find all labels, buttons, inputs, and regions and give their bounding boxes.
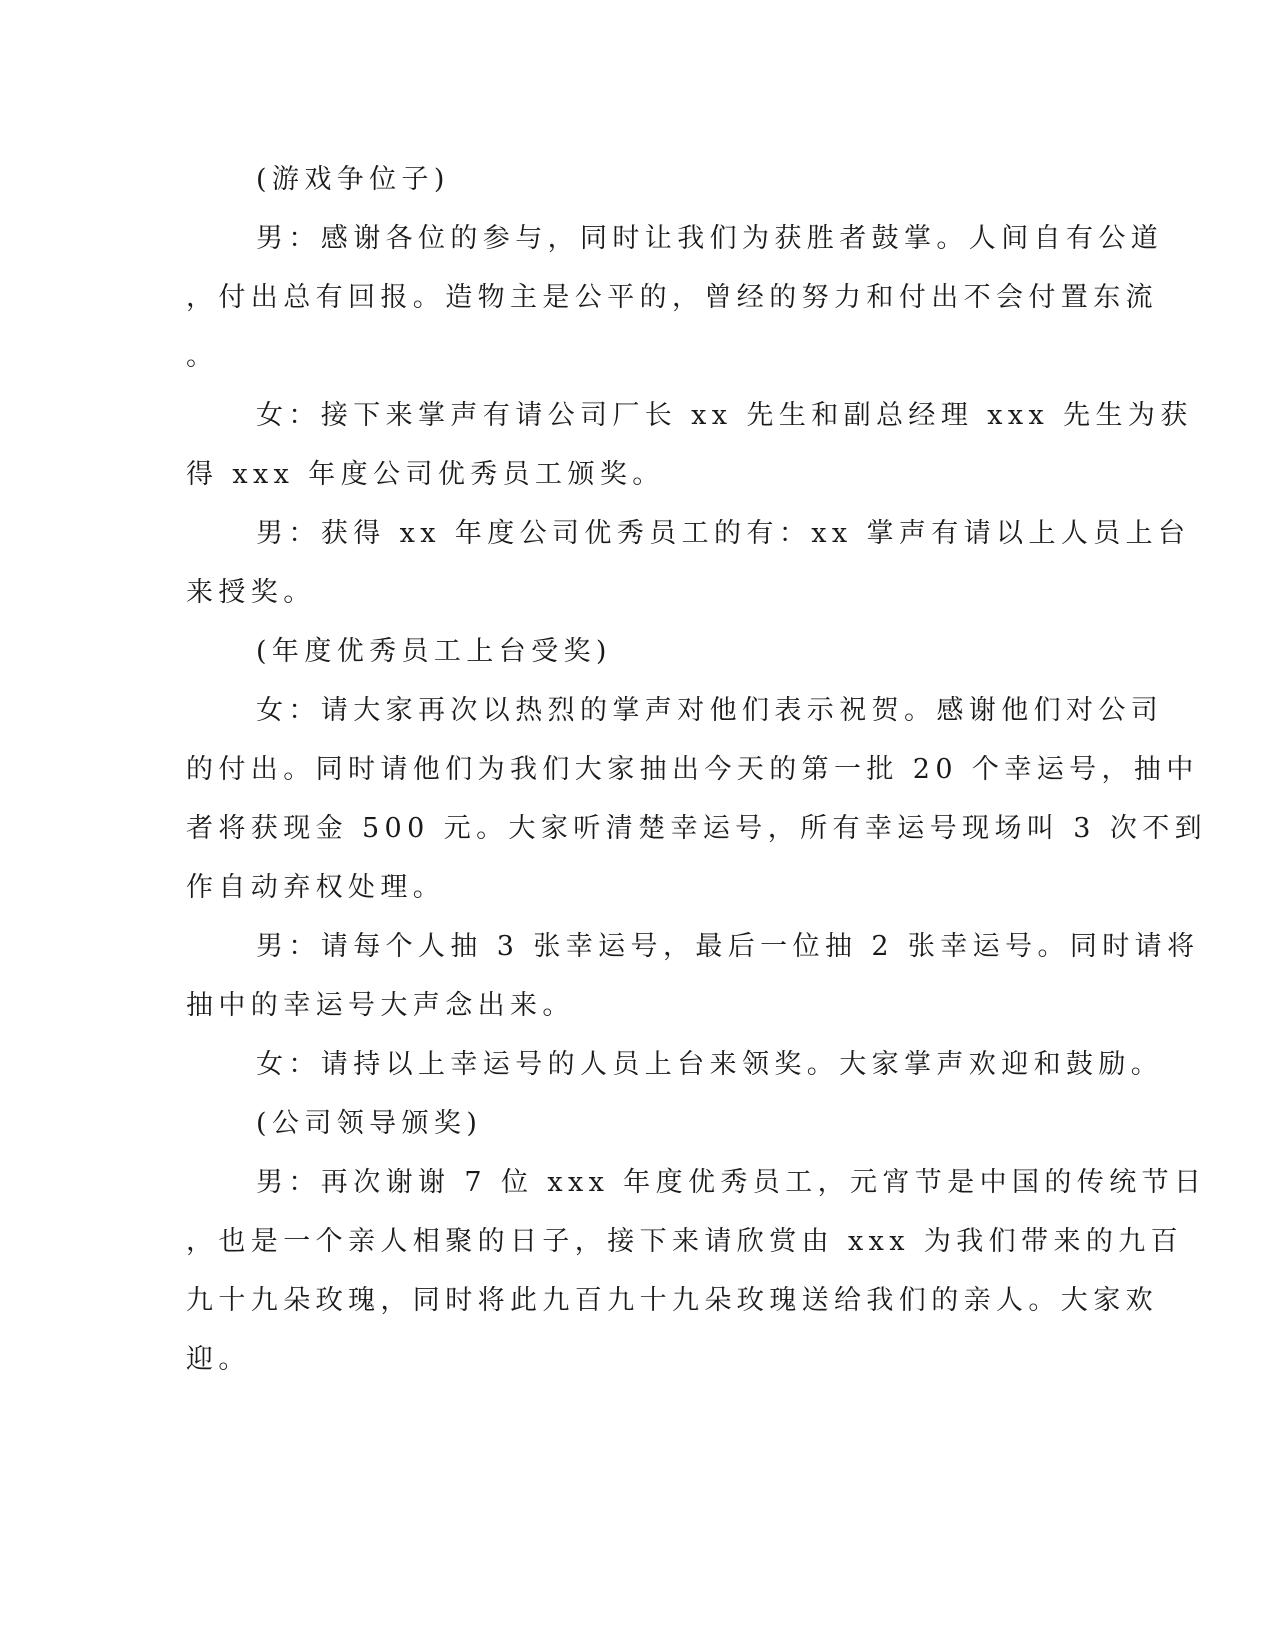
paragraph-line: 九十九朵玫瑰，同时将此九百九十九朵玫瑰送给我们的亲人。大家欢: [186, 1285, 1158, 1316]
stage-direction-leaders: (公司领导颁奖): [256, 1108, 483, 1139]
paragraph-line: 者将获现金 500 元。大家听清楚幸运号，所有幸运号现场叫 3 次不到: [186, 813, 1208, 844]
stage-direction-award: (年度优秀员工上台受奖): [256, 636, 612, 667]
paragraph-line: ，付出总有回报。造物主是公平的，曾经的努力和付出不会付置东流: [186, 282, 1158, 313]
paragraph-line: 来授奖。: [186, 577, 316, 608]
paragraph-line: ，也是一个亲人相聚的日子，接下来请欣赏由 xxx 为我们带来的九百: [186, 1226, 1184, 1257]
paragraph-line: 。: [186, 341, 219, 372]
paragraph-line: 女：请大家再次以热烈的掌声对他们表示祝贺。感谢他们对公司: [256, 695, 1164, 726]
paragraph-line: 得 xxx 年度公司优秀员工颁奖。: [186, 459, 665, 490]
stage-direction-game: (游戏争位子): [256, 164, 450, 195]
paragraph-line: 的付出。同时请他们为我们大家抽出今天的第一批 20 个幸运号，抽中: [186, 754, 1199, 785]
paragraph-line: 作自动弃权处理。: [186, 872, 446, 903]
paragraph-line: 女：接下来掌声有请公司厂长 xx 先生和副总经理 xxx 先生为获: [256, 400, 1193, 431]
paragraph-line: 迎。: [186, 1344, 251, 1375]
paragraph-line: 女：请持以上幸运号的人员上台来领奖。大家掌声欢迎和鼓励。: [256, 1049, 1164, 1080]
paragraph-line: 男：再次谢谢 7 位 xxx 年度优秀员工，元宵节是中国的传统节日: [256, 1167, 1207, 1198]
paragraph-line: 男：请每个人抽 3 张幸运号，最后一位抽 2 张幸运号。同时请将: [256, 931, 1200, 962]
paragraph-line: 男：感谢各位的参与，同时让我们为获胜者鼓掌。人间自有公道: [256, 223, 1164, 254]
paragraph-line: 男：获得 xx 年度公司优秀员工的有：xx 掌声有请以上人员上台: [256, 518, 1191, 549]
paragraph-line: 抽中的幸运号大声念出来。: [186, 990, 575, 1021]
